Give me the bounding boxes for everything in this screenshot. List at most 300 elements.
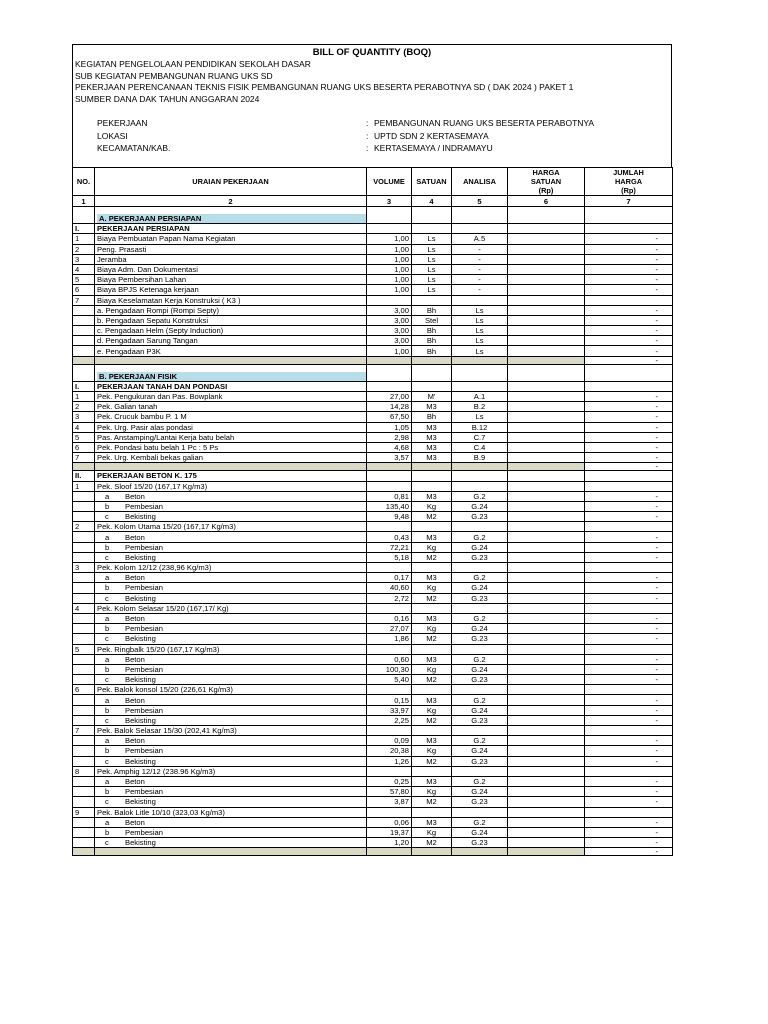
sub-letter: a	[105, 654, 110, 664]
item-number: 1	[73, 392, 95, 402]
item-jumlah: -	[585, 593, 673, 603]
item-satuan: M3	[412, 613, 452, 623]
item-description	[95, 532, 367, 542]
item-harga-satuan	[508, 264, 585, 274]
item-analisa: A.5	[452, 234, 508, 244]
item-analisa: G.23	[452, 756, 508, 766]
item-number: 7	[73, 726, 95, 736]
item-description	[95, 838, 367, 848]
table-row	[73, 254, 673, 264]
sub-letter: c	[105, 512, 109, 522]
item-harga-satuan	[508, 573, 585, 583]
item-analisa: G.2	[452, 532, 508, 542]
item-jumlah: -	[585, 453, 673, 463]
item-harga-satuan	[508, 254, 585, 264]
item-description: a. Pengadaan Rompi (Rompi Septy)	[95, 305, 367, 315]
item-satuan: Bh	[412, 412, 452, 422]
table-row	[73, 402, 673, 412]
item-volume	[367, 295, 412, 305]
sub-text: Pembesian	[125, 664, 163, 674]
item-harga-satuan	[508, 827, 585, 837]
table-row	[73, 392, 673, 402]
table-subrow	[73, 491, 673, 501]
table-subrow	[73, 838, 673, 848]
item-analisa: G.2	[452, 776, 508, 786]
item-analisa: G.2	[452, 817, 508, 827]
item-analisa: G.24	[452, 583, 508, 593]
item-jumlah: -	[585, 346, 673, 356]
item-jumlah: -	[585, 402, 673, 412]
item-number: 6	[73, 285, 95, 295]
item-description: Pek. Crucuk bambu P. 1 M	[95, 412, 367, 422]
info-lokasi: LOKASI : UPTD SDN 2 KERTASEMAYA	[97, 130, 489, 141]
item-satuan: M3	[412, 573, 452, 583]
item-volume: 33,97	[367, 705, 412, 715]
item-number: 6	[73, 442, 95, 452]
item-number: 2	[73, 244, 95, 254]
item-satuan: Kg	[412, 583, 452, 593]
item-satuan: Kg	[412, 501, 452, 511]
item-jumlah: -	[585, 491, 673, 501]
item-volume: 27,00	[367, 392, 412, 402]
table-subrow	[73, 624, 673, 634]
header-line-sumber-dana: SUMBER DANA DAK TAHUN ANGGARAN 2024	[75, 93, 260, 104]
item-satuan: Kg	[412, 664, 452, 674]
item-jumlah: -	[585, 776, 673, 786]
item-description: Pek. Urg. Kembali bekas galian	[95, 453, 367, 463]
table-subrow	[73, 613, 673, 623]
item-analisa: B.12	[452, 422, 508, 432]
item-analisa: Ls	[452, 315, 508, 325]
item-analisa	[452, 481, 508, 491]
item-harga-satuan	[508, 583, 585, 593]
item-volume: 1,00	[367, 275, 412, 285]
spacer-row	[73, 207, 673, 215]
item-harga-satuan	[508, 634, 585, 644]
item-volume: 1,00	[367, 285, 412, 295]
item-number: 7	[73, 295, 95, 305]
item-description: Biaya Pembersihan Lahan	[95, 275, 367, 285]
sub-text: Beton	[125, 654, 145, 664]
item-analisa: G.23	[452, 797, 508, 807]
document-header	[72, 44, 672, 167]
boq-rows	[73, 207, 673, 856]
item-volume	[367, 563, 412, 573]
category-cell	[95, 214, 367, 224]
item-analisa: G.23	[452, 552, 508, 562]
item-analisa: Ls	[452, 336, 508, 346]
item-jumlah: -	[585, 234, 673, 244]
subtotal-row	[73, 848, 673, 856]
item-analisa: G.2	[452, 613, 508, 623]
item-jumlah: -	[585, 552, 673, 562]
sub-text: Beton	[125, 573, 145, 583]
header-line-pekerjaan: PEKERJAAN PERENCANAAN TEKNIS FISIK PEMBANGUNAN RUANG UKS BESERTA PERABOTNYA SD ( DAK 2024 ) PAKET 1	[75, 82, 574, 92]
sub-text: Bekisting	[125, 838, 156, 848]
item-jumlah: -	[585, 695, 673, 705]
category-cell	[95, 372, 367, 382]
item-satuan: M2	[412, 634, 452, 644]
item-analisa: G.2	[452, 695, 508, 705]
item-analisa: G.2	[452, 573, 508, 583]
item-analisa: Ls	[452, 326, 508, 336]
item-harga-satuan	[508, 776, 585, 786]
item-volume: 72,21	[367, 542, 412, 552]
table-row	[73, 432, 673, 442]
item-analisa: G.23	[452, 634, 508, 644]
item-satuan: M2	[412, 838, 452, 848]
item-satuan: Ls	[412, 275, 452, 285]
item-volume: 3,00	[367, 336, 412, 346]
table-subrow	[73, 797, 673, 807]
item-description: Biaya Adm. Dan Dokumentasi	[95, 264, 367, 274]
item-jumlah: -	[585, 838, 673, 848]
item-satuan: Kg	[412, 542, 452, 552]
item-volume: 57,80	[367, 787, 412, 797]
item-satuan: M2	[412, 593, 452, 603]
table-row	[73, 442, 673, 452]
item-description: Pas. Anstamping/Lantai Kerja batu belah	[95, 432, 367, 442]
item-analisa	[452, 726, 508, 736]
category-title: B. PEKERJAAN FISIK	[97, 372, 366, 381]
item-volume: 2,72	[367, 593, 412, 603]
item-harga-satuan	[508, 315, 585, 325]
info-label: PEKERJAAN	[97, 118, 148, 128]
category-row	[73, 214, 673, 224]
item-jumlah: -	[585, 715, 673, 725]
item-satuan	[412, 295, 452, 305]
item-description: Pek. Kolom 12/12 (238,96 Kg/m3)	[95, 563, 367, 573]
item-jumlah	[585, 563, 673, 573]
sub-text: Beton	[125, 532, 145, 542]
table-subrow	[73, 705, 673, 715]
item-description	[95, 512, 367, 522]
sub-letter: b	[105, 787, 110, 797]
item-satuan: M3	[412, 776, 452, 786]
item-jumlah: -	[585, 573, 673, 583]
item-volume: 1,00	[367, 264, 412, 274]
item-harga-satuan	[508, 453, 585, 463]
sub-letter: c	[105, 838, 109, 848]
item-number: 4	[73, 264, 95, 274]
item-jumlah	[585, 685, 673, 695]
sub-letter: a	[105, 532, 110, 542]
item-harga-satuan	[508, 542, 585, 552]
sub-text: Pembesian	[125, 787, 163, 797]
item-analisa: G.24	[452, 664, 508, 674]
sub-text: Pembesian	[125, 583, 163, 593]
item-analisa: -	[452, 264, 508, 274]
item-number: 1	[73, 234, 95, 244]
item-satuan: Kg	[412, 787, 452, 797]
table-row	[73, 326, 673, 336]
sub-text: Pembesian	[125, 746, 163, 756]
item-description	[95, 542, 367, 552]
sub-letter: a	[105, 491, 110, 501]
item-satuan: Bh	[412, 346, 452, 356]
item-harga-satuan	[508, 336, 585, 346]
item-description: Pek. Sloof 15/20 (167,17 Kg/m3)	[95, 481, 367, 491]
item-analisa: Ls	[452, 412, 508, 422]
item-volume	[367, 644, 412, 654]
item-harga-satuan	[508, 432, 585, 442]
item-volume: 1,00	[367, 254, 412, 264]
item-volume: 1,00	[367, 244, 412, 254]
section-row	[73, 471, 673, 481]
item-volume	[367, 603, 412, 613]
item-jumlah: -	[585, 756, 673, 766]
item-analisa	[452, 685, 508, 695]
item-number: 9	[73, 807, 95, 817]
sub-letter: b	[105, 583, 110, 593]
item-description	[95, 634, 367, 644]
item-description	[95, 787, 367, 797]
sub-letter: b	[105, 624, 110, 634]
item-jumlah: -	[585, 634, 673, 644]
item-analisa: G.2	[452, 491, 508, 501]
sub-text: Beton	[125, 777, 145, 787]
column-number-row: 1 2 3 4 5 6 7	[73, 196, 673, 207]
item-harga-satuan	[508, 715, 585, 725]
table-row	[73, 305, 673, 315]
item-analisa	[452, 766, 508, 776]
item-harga-satuan	[508, 552, 585, 562]
item-jumlah	[585, 481, 673, 491]
item-harga-satuan	[508, 392, 585, 402]
sub-text: Beton	[125, 491, 145, 501]
item-satuan: M'	[412, 392, 452, 402]
item-jumlah	[585, 603, 673, 613]
item-harga-satuan	[508, 644, 585, 654]
item-description	[95, 715, 367, 725]
item-harga-satuan	[508, 593, 585, 603]
item-volume: 1,05	[367, 422, 412, 432]
item-number: 2	[73, 522, 95, 532]
item-description	[95, 583, 367, 593]
section-number: I.	[73, 381, 95, 391]
section-title: PEKERJAAN TANAH DAN PONDASI	[95, 381, 367, 391]
item-volume	[367, 481, 412, 491]
item-description	[95, 624, 367, 634]
header-line-kegiatan: KEGIATAN PENGELOLAAN PENDIDIKAN SEKOLAH DASAR	[75, 59, 311, 69]
item-harga-satuan	[508, 695, 585, 705]
item-description: d. Pengadaan Sarung Tangan	[95, 336, 367, 346]
item-number: 2	[73, 402, 95, 412]
item-harga-satuan	[508, 501, 585, 511]
item-number	[73, 305, 95, 315]
item-harga-satuan	[508, 797, 585, 807]
item-harga-satuan	[508, 766, 585, 776]
item-analisa	[452, 563, 508, 573]
item-harga-satuan	[508, 746, 585, 756]
item-satuan: Bh	[412, 336, 452, 346]
item-jumlah: -	[585, 705, 673, 715]
item-satuan: Bh	[412, 326, 452, 336]
item-jumlah: -	[585, 336, 673, 346]
item-analisa: -	[452, 275, 508, 285]
info-label: LOKASI	[97, 130, 128, 141]
item-description	[95, 675, 367, 685]
item-jumlah: -	[585, 817, 673, 827]
item-harga-satuan	[508, 532, 585, 542]
item-satuan	[412, 481, 452, 491]
item-jumlah: -	[585, 613, 673, 623]
item-analisa: G.23	[452, 675, 508, 685]
item-volume	[367, 807, 412, 817]
item-satuan: M3	[412, 532, 452, 542]
item-number	[73, 315, 95, 325]
item-satuan: Bh	[412, 305, 452, 315]
item-volume	[367, 726, 412, 736]
item-analisa: C.4	[452, 442, 508, 452]
subtotal-amount: -	[585, 356, 673, 364]
sub-letter: a	[105, 573, 110, 583]
item-harga-satuan	[508, 481, 585, 491]
item-number: 5	[73, 275, 95, 285]
info-label: KECAMATAN/KAB.	[97, 143, 171, 153]
sub-letter: a	[105, 695, 110, 705]
item-satuan: Ls	[412, 234, 452, 244]
sub-text: Pembesian	[125, 705, 163, 715]
item-jumlah: -	[585, 797, 673, 807]
item-description: Pek. Balok konsol 15/20 (226,61 Kg/m3)	[95, 685, 367, 695]
item-satuan: M2	[412, 675, 452, 685]
item-analisa: A.1	[452, 392, 508, 402]
table-row	[73, 726, 673, 736]
item-analisa: Ls	[452, 346, 508, 356]
item-analisa	[452, 295, 508, 305]
sub-letter: c	[105, 715, 109, 725]
item-harga-satuan	[508, 346, 585, 356]
item-analisa	[452, 807, 508, 817]
table-row	[73, 336, 673, 346]
item-analisa: -	[452, 254, 508, 264]
item-jumlah: -	[585, 512, 673, 522]
item-jumlah	[585, 726, 673, 736]
item-jumlah: -	[585, 501, 673, 511]
sub-text: Pembesian	[125, 827, 163, 837]
item-description	[95, 501, 367, 511]
item-jumlah: -	[585, 583, 673, 593]
item-number: 1	[73, 481, 95, 491]
item-description: Peng. Prasasti	[95, 244, 367, 254]
table-subrow	[73, 583, 673, 593]
item-harga-satuan	[508, 675, 585, 685]
item-harga-satuan	[508, 624, 585, 634]
table-subrow	[73, 736, 673, 746]
sub-letter: b	[105, 827, 110, 837]
table-subrow	[73, 756, 673, 766]
item-satuan: M3	[412, 695, 452, 705]
item-jumlah: -	[585, 787, 673, 797]
column-header-row	[73, 168, 673, 196]
table-subrow	[73, 675, 673, 685]
section-number: II.	[73, 471, 95, 481]
item-volume	[367, 685, 412, 695]
item-harga-satuan	[508, 726, 585, 736]
item-volume	[367, 766, 412, 776]
item-description: b. Pengadaan Sepatu Konstruksi	[95, 315, 367, 325]
item-volume: 1,86	[367, 634, 412, 644]
item-analisa: B.2	[452, 402, 508, 412]
sub-text: Bekisting	[125, 552, 156, 562]
item-jumlah: -	[585, 664, 673, 674]
item-harga-satuan	[508, 512, 585, 522]
item-satuan: M3	[412, 422, 452, 432]
sub-letter: b	[105, 746, 110, 756]
item-volume: 3,00	[367, 305, 412, 315]
table-row	[73, 644, 673, 654]
item-satuan: M2	[412, 797, 452, 807]
item-volume: 40,60	[367, 583, 412, 593]
item-description	[95, 817, 367, 827]
item-harga-satuan	[508, 412, 585, 422]
sub-text: Beton	[125, 736, 145, 746]
sub-letter: c	[105, 634, 109, 644]
table-row	[73, 295, 673, 305]
item-description: Biaya Keselamatan Kerja Konstruksi ( K3 )	[95, 295, 367, 305]
item-satuan: Ls	[412, 254, 452, 264]
table-subrow	[73, 695, 673, 705]
item-analisa: G.23	[452, 593, 508, 603]
sub-text: Beton	[125, 695, 145, 705]
item-description: Jeramba	[95, 254, 367, 264]
item-harga-satuan	[508, 787, 585, 797]
item-volume: 1,00	[367, 234, 412, 244]
sub-text: Bekisting	[125, 715, 156, 725]
table-row	[73, 481, 673, 491]
item-volume: 27,07	[367, 624, 412, 634]
item-description	[95, 573, 367, 583]
item-number: 7	[73, 453, 95, 463]
item-volume: 0,16	[367, 613, 412, 623]
table-subrow	[73, 654, 673, 664]
item-description: Pek. Amphig 12/12 (238.96 Kg/m3)	[95, 766, 367, 776]
subtotal-amount: -	[585, 848, 673, 856]
item-harga-satuan	[508, 654, 585, 664]
table-row	[73, 264, 673, 274]
item-description: Pek. Kolom Selasar 15/20 (167,17/ Kg)	[95, 603, 367, 613]
item-satuan: Stel	[412, 315, 452, 325]
item-satuan: Kg	[412, 705, 452, 715]
item-harga-satuan	[508, 685, 585, 695]
item-analisa	[452, 644, 508, 654]
item-description: Pek. Pondasi batu belah 1 Pc : 5 Ps	[95, 442, 367, 452]
item-description	[95, 705, 367, 715]
table-row	[73, 315, 673, 325]
item-satuan: M3	[412, 736, 452, 746]
item-analisa: G.23	[452, 512, 508, 522]
item-description: Pek. Kolom Utama 15/20 (167,17 Kg/m3)	[95, 522, 367, 532]
table-row	[73, 285, 673, 295]
table-row	[73, 685, 673, 695]
item-number: 4	[73, 422, 95, 432]
item-volume: 4,68	[367, 442, 412, 452]
spacer-row	[73, 364, 673, 372]
header-line-sub-kegiatan: SUB KEGIATAN PEMBANGUNAN RUANG UKS SD	[75, 70, 273, 81]
item-jumlah	[585, 644, 673, 654]
sub-letter: c	[105, 756, 109, 766]
item-number	[73, 326, 95, 336]
item-jumlah: -	[585, 315, 673, 325]
item-satuan: Ls	[412, 244, 452, 254]
item-volume: 0,17	[367, 573, 412, 583]
table-subrow	[73, 746, 673, 756]
item-jumlah: -	[585, 422, 673, 432]
item-analisa: G.2	[452, 736, 508, 746]
item-harga-satuan	[508, 442, 585, 452]
table-subrow	[73, 787, 673, 797]
